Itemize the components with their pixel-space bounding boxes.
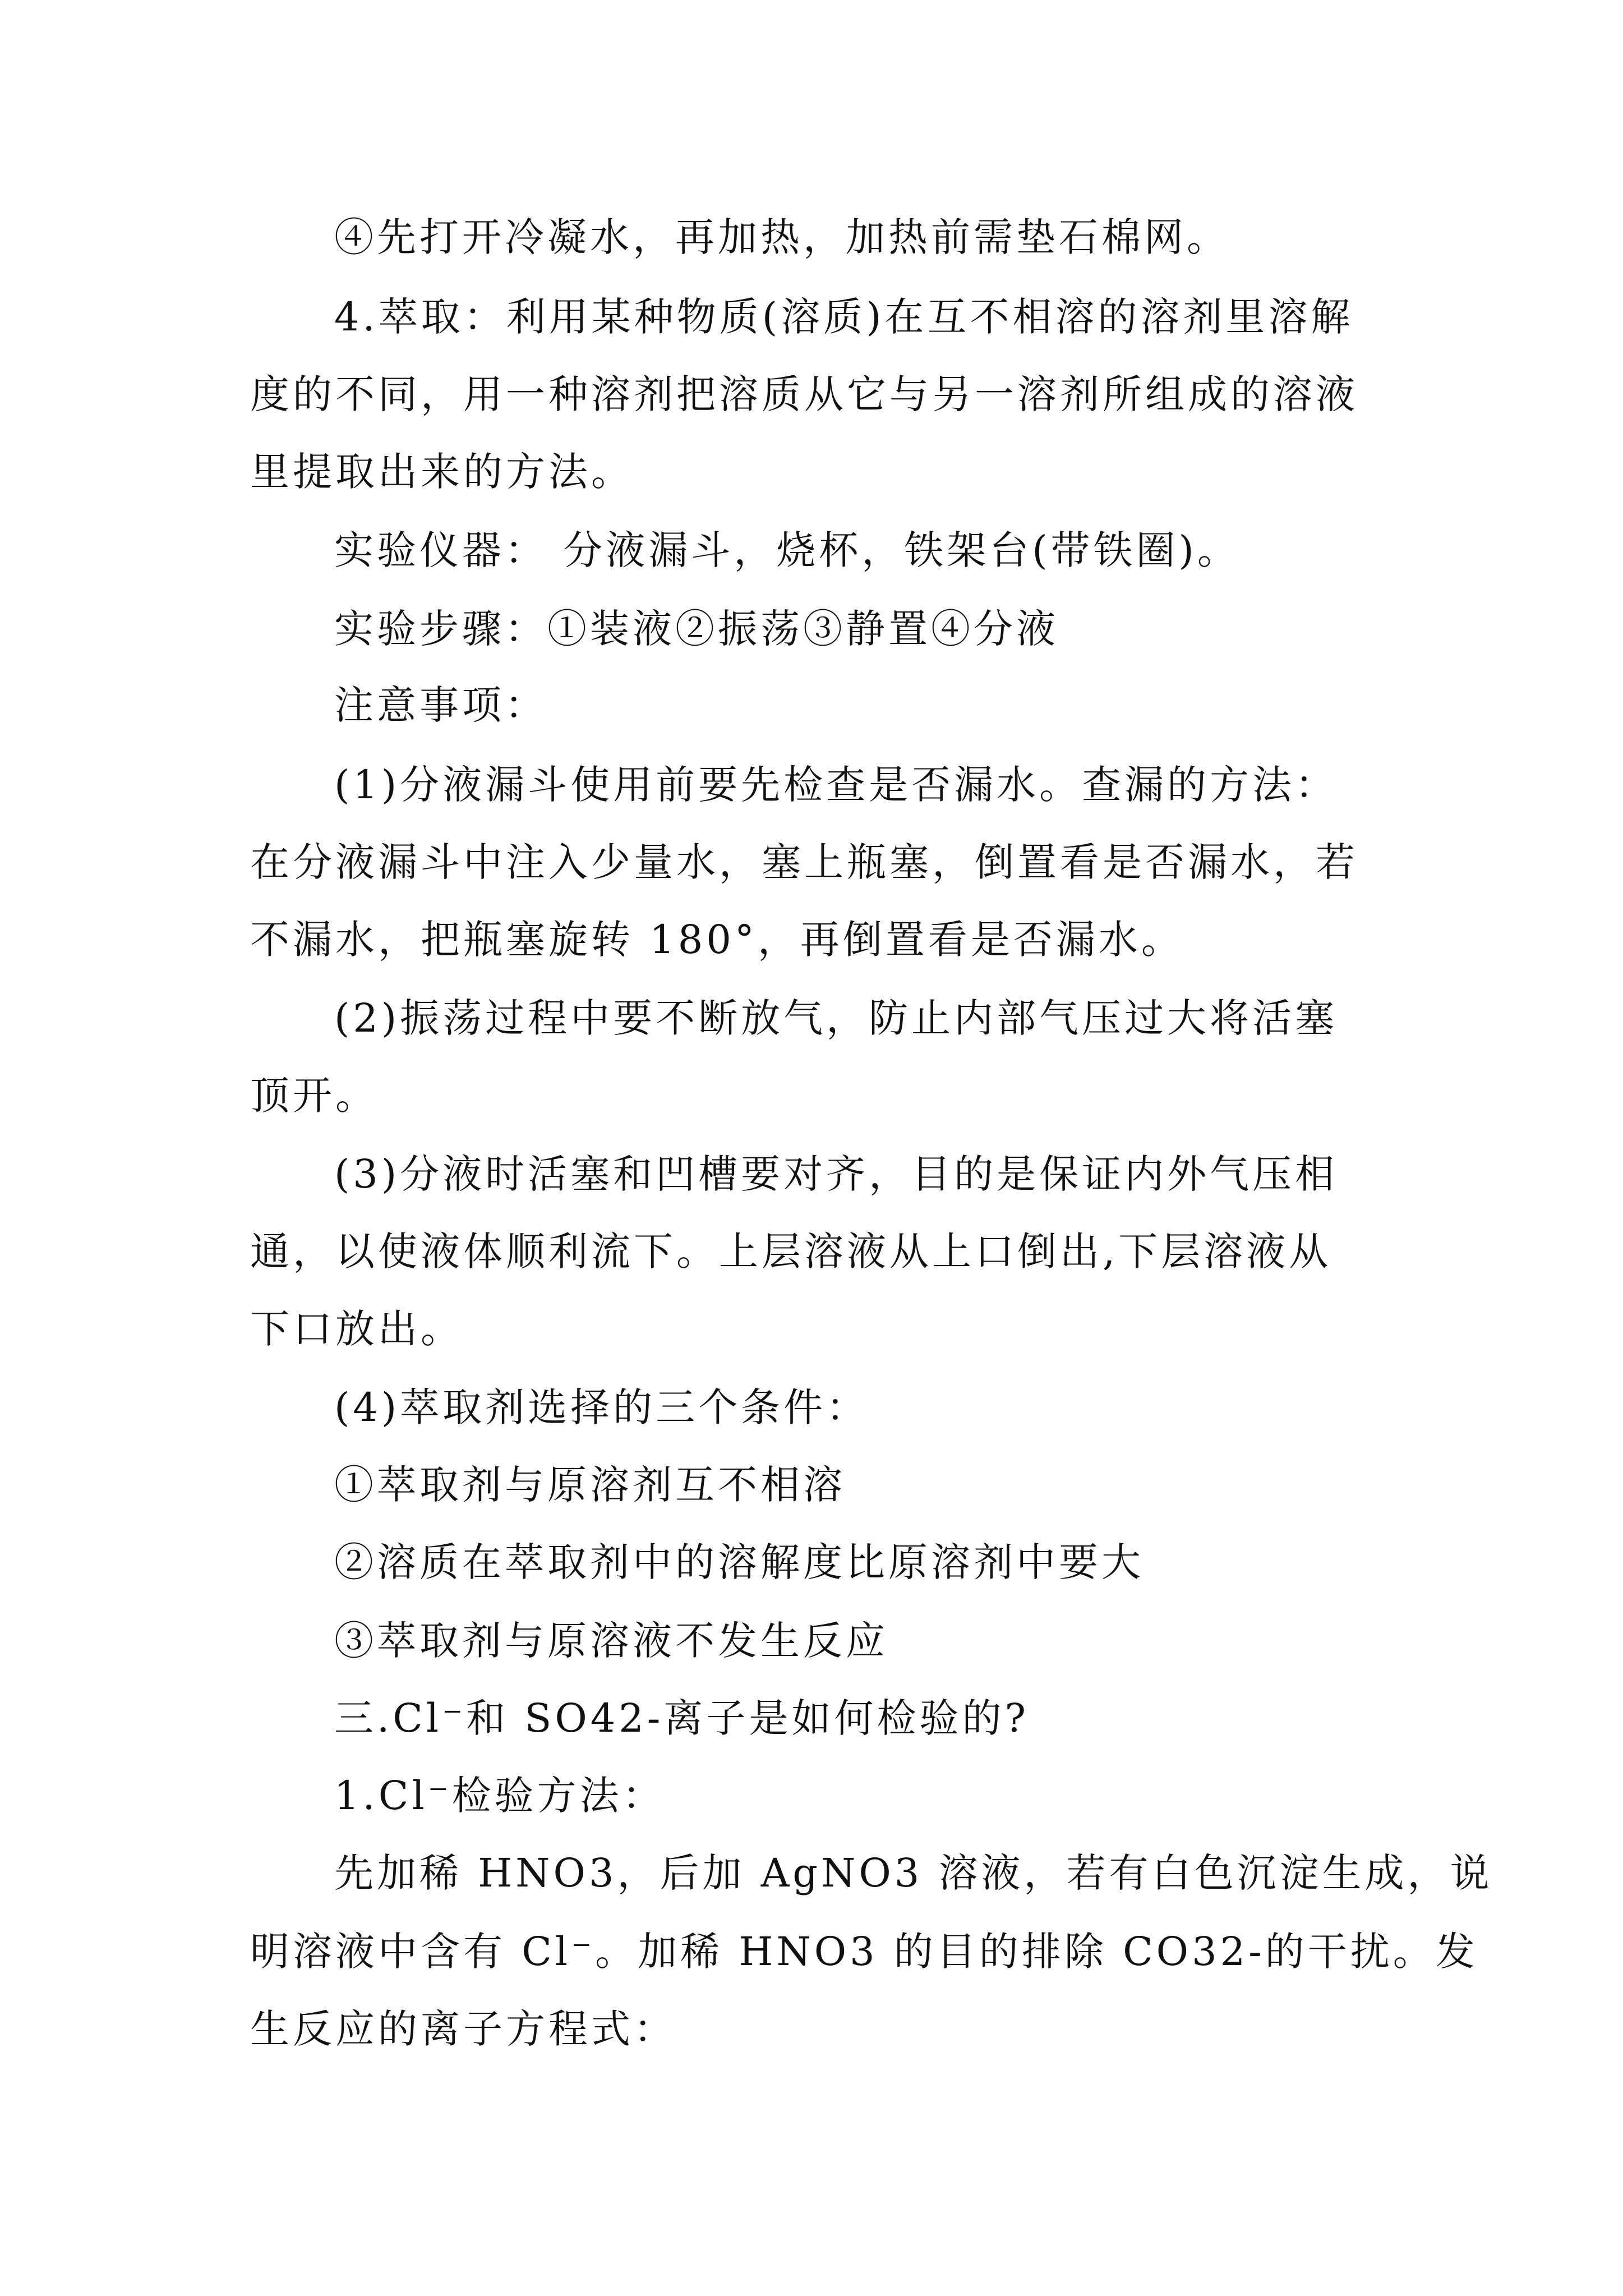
paragraph-steps: 实验步骤：①装液②振荡③静置④分液 [334,606,1059,652]
condition-1: ①萃取剂与原溶剂互不相溶 [334,1462,846,1508]
cl-procedure-line-3: 生反应的离子方程式： [250,2006,676,2052]
paragraph-instruments: 实验仪器： 分液漏斗，烧杯，铁架台(带铁圈)。 [334,527,1240,573]
condition-2: ②溶质在萃取剂中的溶解度比原溶剂中要大 [334,1539,1144,1585]
note-3-line-3: 下口放出。 [250,1306,463,1352]
note-2-line-1: (2)振荡过程中要不断放气，防止内部气压过大将活塞 [334,995,1338,1041]
paragraph-extraction-definition-line-2: 度的不同，用一种溶剂把溶质从它与另一溶剂所组成的溶液 [250,371,1358,417]
paragraph-condenser-note: ④先打开冷凝水，再加热，加热前需垫石棉网。 [334,214,1229,260]
note-3-line-1: (3)分液时活塞和凹槽要对齐，目的是保证内外气压相 [334,1151,1338,1197]
note-1-line-2: 在分液漏斗中注入少量水，塞上瓶塞，倒置看是否漏水，若 [250,839,1358,885]
note-1-line-3: 不漏水，把瓶塞旋转 180°，再倒置看是否漏水。 [250,917,1184,963]
cl-method-heading: 1.Cl⁻检验方法： [334,1773,665,1819]
cl-procedure-line-2: 明溶液中含有 Cl⁻。加稀 HNO3 的目的排除 CO32-的干扰。发 [250,1929,1478,1975]
notes-heading: 注意事项： [334,682,547,728]
paragraph-extraction-definition-line-3: 里提取出来的方法。 [250,449,634,495]
note-1-line-1: (1)分液漏斗使用前要先检查是否漏水。查漏的方法： [334,762,1338,808]
section-3-heading: 三.Cl⁻和 SO42-离子是如何检验的? [334,1695,1029,1741]
paragraph-extraction-definition-line-1: 4.萃取：利用某种物质(溶质)在互不相溶的溶剂里溶解 [334,294,1354,340]
cl-procedure-line-1: 先加稀 HNO3，后加 AgNO3 溶液，若有白色沉淀生成，说 [334,1850,1493,1896]
note-4: (4)萃取剂选择的三个条件： [334,1384,869,1430]
note-2-line-2: 顶开。 [250,1073,378,1119]
note-3-line-2: 通，以使液体顺利流下。上层溶液从上口倒出,下层溶液从 [250,1228,1332,1274]
condition-3: ③萃取剂与原溶液不发生反应 [334,1618,888,1664]
